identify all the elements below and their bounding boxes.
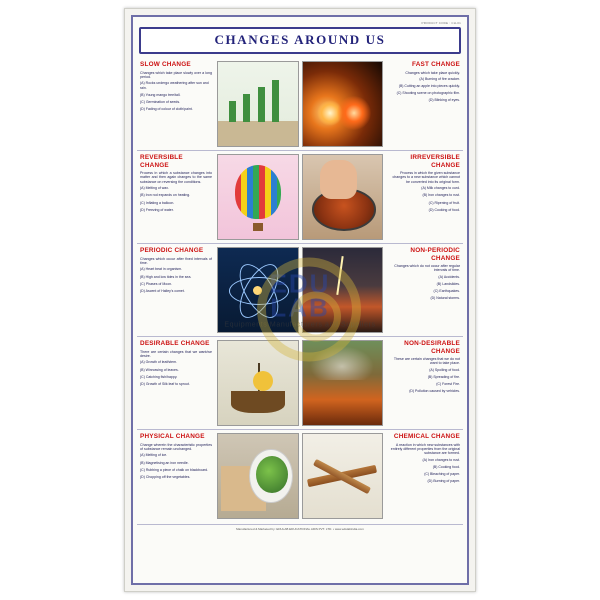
- section-description: There are certain changes that we want/we desire.: [140, 349, 212, 358]
- section-heading: PHYSICAL CHANGE: [140, 433, 205, 440]
- section-heading: SLOW CHANGE: [140, 61, 191, 68]
- poster: [124, 8, 476, 592]
- list-item: (B) High and low tides in the sea.: [140, 274, 192, 279]
- sun-shape: [253, 371, 273, 391]
- firecracker-burning-photo: [302, 61, 384, 147]
- list-item: (B) Cutting an apple into pieces quickly.: [398, 84, 460, 89]
- list-item: (B) Cooking food.: [432, 464, 460, 469]
- hot-air-balloon-photo: [217, 154, 299, 240]
- fire-burst: [337, 96, 371, 130]
- list-item: (A) Growth of leaf/stem.: [140, 360, 177, 365]
- section-description: These are certain changes that we do not want to take place.: [393, 357, 460, 366]
- list-item: (D) Chopping off the vegetables.: [140, 474, 191, 479]
- section-description: Change wherein the characteristic properties of substance remain unchanged.: [140, 442, 212, 451]
- chopping-vegetables-photo: [217, 433, 299, 519]
- table-row: [137, 429, 463, 522]
- row-left-text: [137, 433, 215, 519]
- row-images: [215, 61, 385, 147]
- seed-germination-diagram: [217, 61, 299, 147]
- table-row: [137, 243, 463, 336]
- atom-orbit-model: [217, 247, 299, 333]
- list-item: (A) Spoiling of food.: [429, 367, 460, 372]
- list-item: (D) Blinking of eyes.: [428, 98, 460, 103]
- plant-stage-1: [229, 101, 236, 123]
- soil-layer: [218, 121, 298, 146]
- section-heading: REVERSIBLE CHANGE: [140, 154, 183, 169]
- page-title: CHANGES AROUND US: [214, 32, 386, 47]
- watermark-line-2: LAB: [270, 292, 330, 323]
- list-item: (C) Forest Fire.: [436, 382, 460, 387]
- list-item: (A) Melting of ice.: [140, 453, 168, 458]
- watermark-tagline: Equipments Manufacturers and Suppliers: [224, 321, 376, 329]
- section-description: Changes which occur after fixed intervals of time.: [140, 256, 212, 265]
- section-description: Changes which take place quickly.: [405, 70, 460, 75]
- list-item: (C) Rubbing a piece of chalk on blackboard.: [140, 467, 209, 472]
- section-points: [388, 275, 460, 301]
- section-description: A reaction in which new substances with entirely different properties from the original substance are formed.: [390, 442, 460, 456]
- boat-diagram-illustration: [217, 340, 299, 426]
- section-heading: PERIODIC CHANGE: [140, 247, 204, 254]
- product-code-note: PRODUCT CODE : CH-01: [421, 21, 461, 25]
- section-points: [140, 267, 212, 293]
- list-item: (D) Growth of Silk leaf to sprout.: [140, 381, 190, 386]
- list-item: (B) Spreading of fire.: [427, 375, 460, 379]
- row-right-text: [385, 340, 463, 426]
- row-images: [215, 247, 385, 333]
- hands: [320, 160, 357, 199]
- section-points: [140, 453, 212, 479]
- list-item: (A) Melting of wax.: [140, 186, 169, 191]
- section-points: [388, 368, 460, 394]
- section-heading: IRREVERSIBLE CHANGE: [410, 154, 460, 169]
- row-images: [215, 154, 385, 240]
- list-item: (D) Cooking of food.: [428, 207, 460, 212]
- list-item: (C) Earthquakes.: [433, 289, 460, 294]
- list-item: (A) Accidents.: [438, 274, 460, 279]
- section-points: [388, 458, 460, 484]
- list-item: (B) Iron changes to rust.: [422, 193, 460, 198]
- balloon-basket: [253, 223, 263, 231]
- watermark-line-1: EDU: [269, 268, 331, 299]
- plant-stage-4: [272, 80, 279, 122]
- poster-footer: Manufactured & Marketed by: EDULAB EDUCATIONAL AIDS PVT. LTD. • www.edulabindia.com: [137, 524, 463, 531]
- list-item: (B) Iron rod expands on heating.: [140, 193, 191, 198]
- list-item: (D) Burning of paper.: [427, 479, 460, 484]
- row-right-text: [385, 61, 463, 147]
- list-item: (C) Shooting scene on photographic film.: [396, 91, 460, 96]
- list-item: (C) Ripening of fruit.: [428, 200, 460, 205]
- row-images: [215, 340, 385, 426]
- row-right-text: [385, 247, 463, 333]
- list-item: (C) Phases of Moon.: [140, 281, 173, 286]
- chopped-greens: [256, 456, 288, 493]
- section-heading: NON-PERIODIC CHANGE: [410, 247, 460, 262]
- list-item: (D) Ascent of Halley's comet.: [140, 288, 185, 293]
- section-heading: CHEMICAL CHANGE: [393, 433, 460, 440]
- list-item: (D) Pollution caused by vehicles.: [409, 389, 460, 394]
- rows-container: [137, 58, 463, 522]
- section-description: Changes which do not occur after regular intervals of time.: [394, 264, 460, 273]
- table-row: [137, 58, 463, 150]
- rusted-nails-photo: [302, 433, 384, 519]
- section-heading: DESIRABLE CHANGE: [140, 340, 210, 347]
- table-row: [137, 336, 463, 429]
- section-description: Changes which take place slowly over a long period.: [140, 70, 212, 79]
- list-item: (C) Bleaching of paper.: [424, 472, 460, 477]
- poster-title-bar: [139, 27, 461, 54]
- forest-fire-photo: [302, 340, 384, 426]
- nucleus: [253, 286, 262, 295]
- list-item: (B) Young mango tree/tall.: [140, 93, 181, 98]
- section-points: [388, 77, 460, 103]
- section-points: [140, 360, 212, 386]
- lightning-bolt: [336, 256, 343, 295]
- list-item: (C) Inflating a balloon.: [140, 200, 175, 205]
- list-item: (A) Burning of fire cracker.: [419, 76, 460, 81]
- list-item: (D) Fading of colour of cloth/paint.: [140, 107, 193, 112]
- row-left-text: [137, 154, 215, 240]
- list-item: (C) Catching fish/happy.: [140, 374, 178, 379]
- cooking-food-in-pan-photo: [302, 154, 384, 240]
- list-item: (A) Milk changes to curd.: [421, 186, 460, 191]
- section-points: [140, 186, 212, 212]
- row-right-text: [385, 433, 463, 519]
- section-points: [140, 81, 212, 112]
- row-images: [215, 433, 385, 519]
- table-row: [137, 150, 463, 243]
- list-item: (B) Landslides.: [436, 282, 460, 286]
- list-item: (B) Magnetising an iron needle.: [140, 460, 189, 465]
- section-points: [388, 186, 460, 212]
- boat-hull: [231, 391, 285, 413]
- list-item: (D) Natural storms.: [430, 296, 460, 301]
- section-description: Process in which the given substance changes to a new substance which cannot be converted into its original form.: [392, 171, 460, 184]
- section-heading: NON-DESIRABLE CHANGE: [404, 340, 460, 355]
- row-left-text: [137, 340, 215, 426]
- list-item: (A) Rocks undergo weathering after sun and rain.: [140, 81, 209, 90]
- row-left-text: [137, 61, 215, 147]
- poster-inner-frame: [131, 15, 469, 585]
- list-item: (B) Winnowing of leaves.: [140, 367, 179, 372]
- row-right-text: [385, 154, 463, 240]
- plant-stage-3: [258, 87, 265, 122]
- smoke-cloud: [310, 346, 374, 380]
- list-item: (A) Iron changes to rust.: [422, 457, 460, 462]
- plant-stage-2: [243, 94, 250, 123]
- list-item: (A) Heart beat in organism.: [140, 267, 183, 272]
- section-description: Process in which a substance changes into matter and then again changes to the same substance on reversing the conditions.: [140, 171, 212, 184]
- thunderstorm-lightning-photo: [302, 247, 384, 333]
- row-left-text: [137, 247, 215, 333]
- list-item: (C) Germination of seeds.: [140, 100, 181, 105]
- list-item: (D) Freezing of water.: [140, 207, 174, 212]
- balloon-envelope: [235, 165, 281, 219]
- section-heading: FAST CHANGE: [411, 61, 460, 68]
